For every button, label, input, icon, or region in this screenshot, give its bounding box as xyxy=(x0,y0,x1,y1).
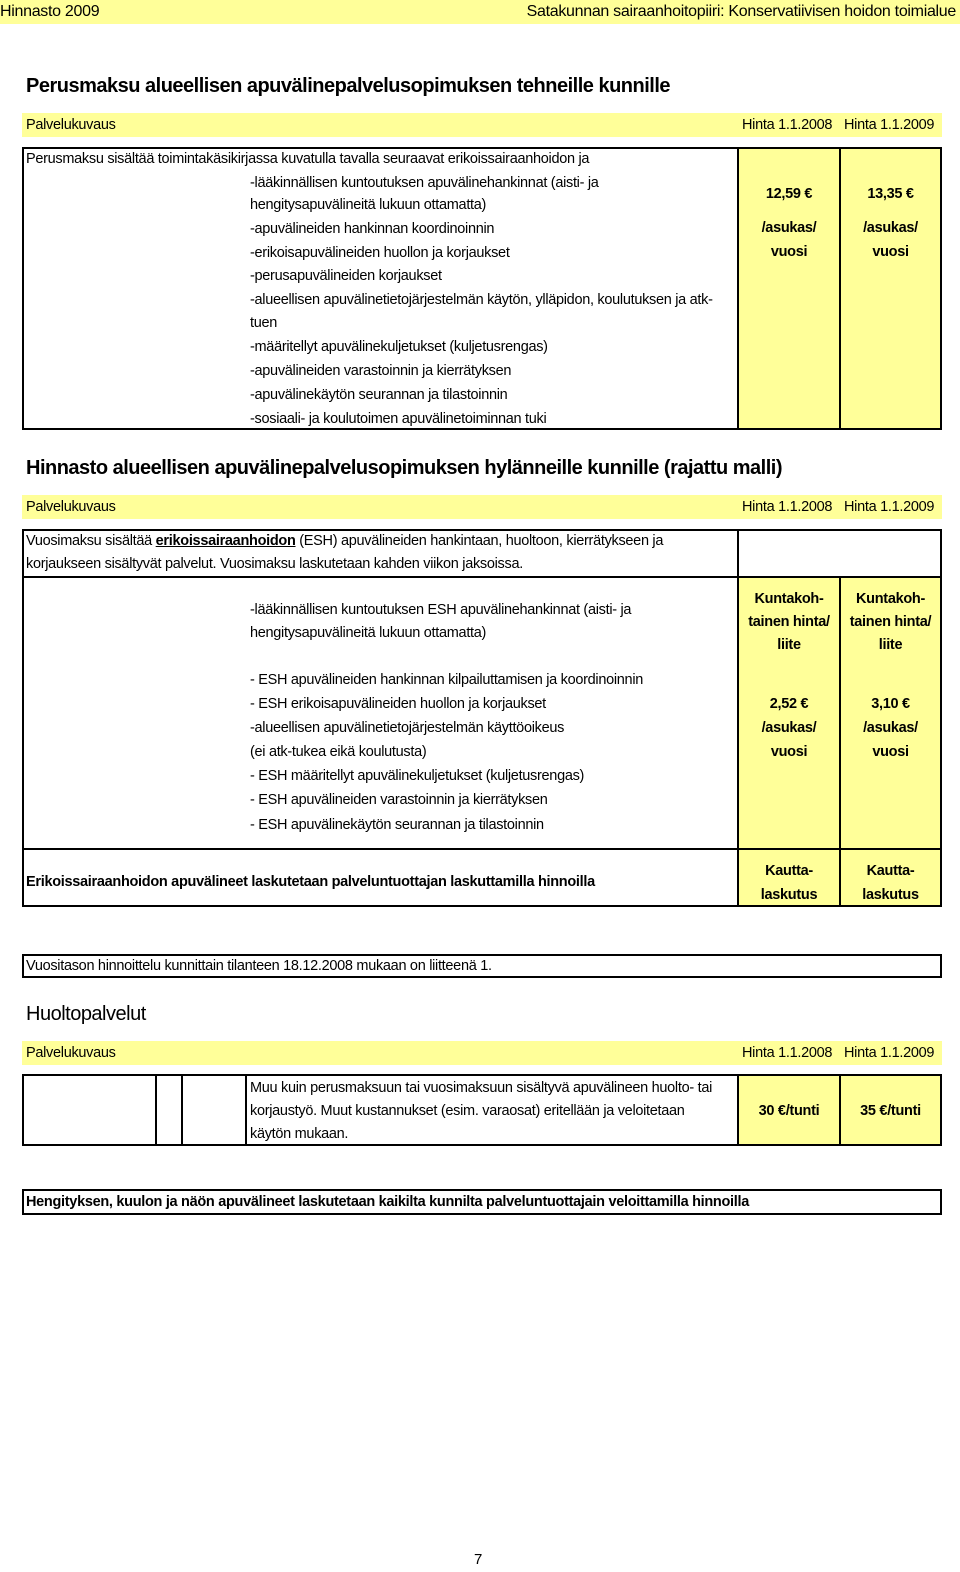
section2-intro-separator xyxy=(22,576,942,578)
price-line: /asukas/ xyxy=(761,220,817,236)
section1-price-2008 xyxy=(739,182,839,264)
section1-item: -alueellisen apuvälinetietojärjestelmän käytön, ylläpidon, koulutuksen ja atk- xyxy=(250,292,713,308)
price-line: laskutus xyxy=(862,887,919,903)
section3-line: käytön mukaan. xyxy=(250,1126,349,1142)
section3-col-2009: Hinta 1.1.2009 xyxy=(844,1045,935,1061)
section1-item: tuen xyxy=(250,315,278,331)
section2-item-b: -alueellisen apuvälinetietojärjestelmän käyttöoikeus xyxy=(250,720,565,736)
price-line: 3,10 € xyxy=(871,696,910,712)
price-line: vuosi xyxy=(770,744,808,760)
section2-col-2009: Hinta 1.1.2009 xyxy=(844,499,935,515)
price-line: /asukas/ xyxy=(863,220,918,236)
price-line: Kautta- xyxy=(765,863,813,879)
section2-item-b: - ESH apuvälinekäytön seurannan ja tilastoinnin xyxy=(250,817,544,833)
section2-footer-separator xyxy=(22,848,942,850)
page-header-left: Hinnasto 2009 xyxy=(0,3,100,20)
price-line: tainen hinta/ xyxy=(748,614,830,630)
section1-item: -apuvälineiden varastoinnin ja kierrätyksen xyxy=(250,363,512,379)
section2-price-b-2008 xyxy=(739,692,839,764)
price-line: 12,59 € xyxy=(765,186,813,202)
section3-divider-2 xyxy=(181,1074,183,1146)
section2-header-label: Palvelukuvaus xyxy=(26,499,116,515)
price-line: /asukas/ xyxy=(761,720,817,736)
page-number: 7 xyxy=(474,1551,483,1568)
price-line: laskutus xyxy=(760,887,818,903)
price-line: vuosi xyxy=(872,744,909,760)
section1-item: -perusapuvälineiden korjaukset xyxy=(250,268,442,284)
price-line: /asukas/ xyxy=(863,720,918,736)
section2-title: Hinnasto alueellisen apuvälinepalvelusopimuksen hylänneille kunnille (rajattu malli) xyxy=(26,457,782,479)
price-line: vuosi xyxy=(872,244,909,260)
section3-divider-1 xyxy=(155,1074,157,1146)
price-line: Kuntakoh- xyxy=(856,591,925,607)
section2-item-b: - ESH määritellyt apuvälinekuljetukset (kuljetusrengas) xyxy=(250,768,585,784)
section1-item: -sosiaali- ja koulutoimen apuvälinetoiminnan tuki xyxy=(250,411,547,427)
section2-price-a-2009 xyxy=(841,588,940,657)
section3-line: korjaustyö. Muut kustannukset (esim. varaosat) eritellään ja veloitetaan xyxy=(250,1103,685,1119)
section2-intro-underlined: erikoissairaanhoidon xyxy=(155,533,296,549)
final-note: Hengityksen, kuulon ja näön apuvälineet laskutetaan kaikilta kunnilta palveluntuottajain veloittamilla hinnoilla xyxy=(26,1194,749,1210)
section1-item: -määritellyt apuvälinekuljetukset (kuljetusrengas) xyxy=(250,339,548,355)
price-line: liite xyxy=(777,637,801,653)
section2-intro-post: (ESH) apuvälineiden hankintaan, huoltoon, kierrätykseen ja xyxy=(295,533,664,549)
section1-item: -apuvälinekäytön seurannan ja tilastoinnin xyxy=(250,387,508,403)
section3-header-label: Palvelukuvaus xyxy=(26,1045,116,1061)
section3-price-2008: 30 €/tunti xyxy=(758,1103,820,1119)
section2-col-2008: Hinta 1.1.2008 xyxy=(742,499,833,515)
section1-item: -apuvälineiden hankinnan koordinoinnin xyxy=(250,221,495,237)
section2-price-b-2009 xyxy=(841,692,940,764)
section1-title: Perusmaksu alueellisen apuvälinepalvelusopimuksen tehneille kunnille xyxy=(26,75,671,97)
section2-item-b: - ESH apuvälineiden varastoinnin ja kierrätyksen xyxy=(250,792,548,808)
page-header-right: Satakunnan sairaanhoitopiiri: Konservatiivisen hoidon toimialue xyxy=(526,3,956,20)
section2-intro-pre: Vuosimaksu sisältää xyxy=(26,533,156,549)
section2-item-b: (ei atk-tukea eikä koulutusta) xyxy=(250,744,427,760)
price-line: vuosi xyxy=(770,244,808,260)
section3-col-2008: Hinta 1.1.2008 xyxy=(742,1045,833,1061)
section2-intro-line2: korjaukseen sisältyvät palvelut. Vuosimaksu laskutetaan kahden viikon jaksoissa. xyxy=(26,556,523,572)
price-line: liite xyxy=(878,637,903,653)
section2-footer-2009 xyxy=(841,859,940,907)
section1-item: -erikoisapuvälineiden huollon ja korjaukset xyxy=(250,245,510,261)
section1-item: hengitysapuvälineitä lukuun ottamatta) xyxy=(250,197,487,213)
section2-intro xyxy=(26,529,663,553)
section2-footer-text: Erikoissairaanhoidon apuvälineet laskutetaan palveluntuottajan laskuttamilla hinnoilla xyxy=(26,874,595,890)
price-line: Kautta- xyxy=(866,863,915,879)
section1-col-2008: Hinta 1.1.2008 xyxy=(742,117,833,133)
pricing-note: Vuositason hinnoittelu kunnittain tilanteen 18.12.2008 mukaan on liitteenä 1. xyxy=(26,958,492,974)
section1-item: -lääkinnällisen kuntoutuksen apuvälinehankinnat (aisti- ja xyxy=(250,175,599,191)
section3-price-2009: 35 €/tunti xyxy=(860,1103,921,1119)
section3-title: Huoltopalvelut xyxy=(26,1003,146,1025)
section3-divider-3 xyxy=(245,1074,247,1146)
price-line: Kuntakoh- xyxy=(754,591,824,607)
section2-item-b: - ESH apuvälineiden hankinnan kilpailuttamisen ja koordinoinnin xyxy=(250,672,643,688)
price-line: 13,35 € xyxy=(867,186,914,202)
price-line: tainen hinta/ xyxy=(849,614,932,630)
section2-item-b: - ESH erikoisapuvälineiden huollon ja korjaukset xyxy=(250,696,546,712)
section3-line: Muu kuin perusmaksuun tai vuosimaksuun sisältyvä apuvälineen huolto- tai xyxy=(250,1080,712,1096)
section1-intro: Perusmaksu sisältää toimintakäsikirjassa kuvatulla tavalla seuraavat erikoissairaanhoidon ja xyxy=(26,151,590,167)
section1-col-2009: Hinta 1.1.2009 xyxy=(844,117,935,133)
price-line: 2,52 € xyxy=(769,696,809,712)
section2-footer-2008 xyxy=(739,859,839,907)
section1-header-label: Palvelukuvaus xyxy=(26,117,116,133)
section2-item-a: -lääkinnällisen kuntoutuksen ESH apuvälinehankinnat (aisti- ja xyxy=(250,602,632,618)
section2-price-a-2008 xyxy=(739,588,839,657)
section1-price-2009 xyxy=(841,182,940,264)
section2-item-a: hengitysapuvälineitä lukuun ottamatta) xyxy=(250,625,487,641)
